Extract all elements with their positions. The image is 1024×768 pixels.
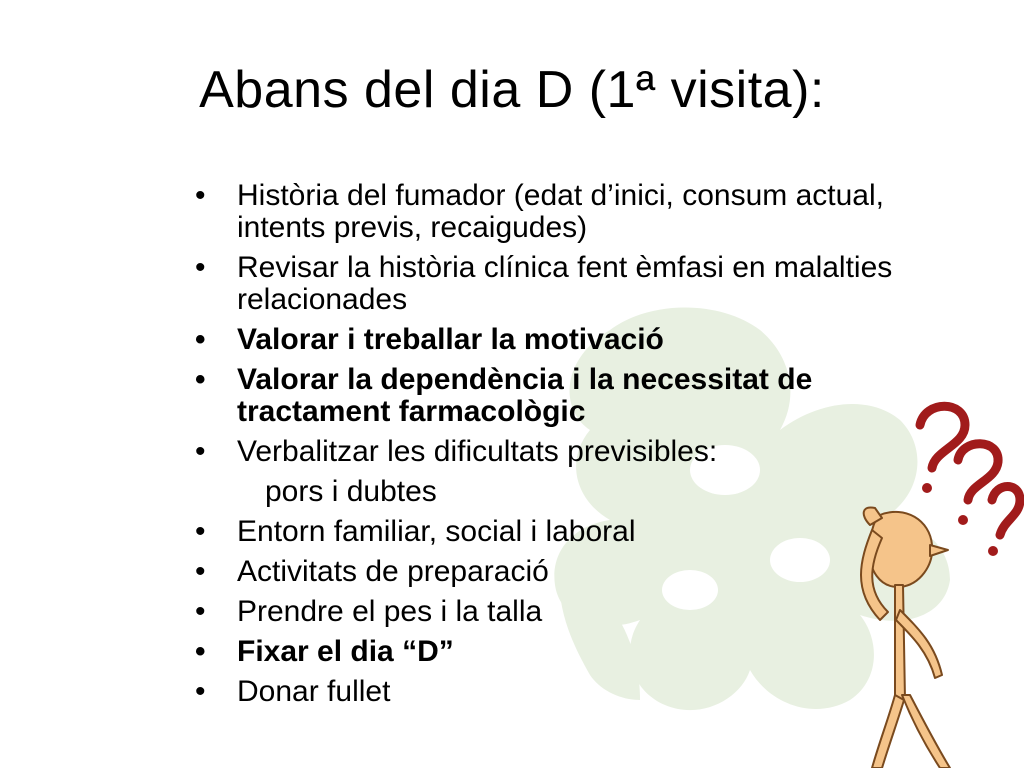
list-item-text: Valorar i treballar la motivació: [237, 323, 664, 356]
list-item-text: Revisar la història clínica fent èmfasi en malalties relacionades: [237, 251, 893, 316]
list-item: [195, 556, 915, 588]
list-item: [195, 676, 915, 708]
bullet-dot: •: [195, 555, 206, 588]
list-item-text: Entorn familiar, social i laboral: [237, 515, 636, 548]
list-item-text: Activitats de preparació: [237, 555, 549, 588]
list-item: [195, 596, 915, 628]
list-item: [195, 436, 915, 468]
list-item-text: Prendre el pes i la talla: [237, 595, 543, 628]
bullet-dot: •: [195, 635, 206, 668]
list-item: [195, 180, 915, 244]
bullet-dot: •: [195, 323, 206, 356]
bullet-dot: •: [195, 179, 206, 212]
bullet-dot: •: [195, 675, 206, 708]
bullet-dot: •: [195, 515, 206, 548]
list-item: [195, 636, 915, 668]
list-item: [195, 516, 915, 548]
list-item: [195, 324, 915, 356]
bullet-dot: •: [195, 363, 206, 396]
bullet-dot: •: [195, 435, 206, 468]
bullet-dot: •: [195, 595, 206, 628]
list-item-text: pors i dubtes: [265, 475, 437, 508]
bullet-dot: •: [195, 251, 206, 284]
list-item-text: Valorar la dependència i la necessitat de tractament farmacològic: [237, 363, 813, 428]
list-item-text: Verbalitzar les dificultats previsibles:: [237, 435, 718, 468]
list-item: [195, 364, 915, 428]
list-item: [195, 252, 915, 316]
bullet-list: [195, 180, 915, 716]
list-item-text: Donar fullet: [237, 675, 391, 708]
list-item-text: Història del fumador (edat d’inici, consum actual, intents previs, recaigudes): [237, 179, 884, 244]
list-item-text: Fixar el dia “D”: [237, 635, 454, 668]
slide-title: Abans del dia D (1ª visita):: [199, 61, 825, 119]
list-item: [195, 476, 915, 508]
